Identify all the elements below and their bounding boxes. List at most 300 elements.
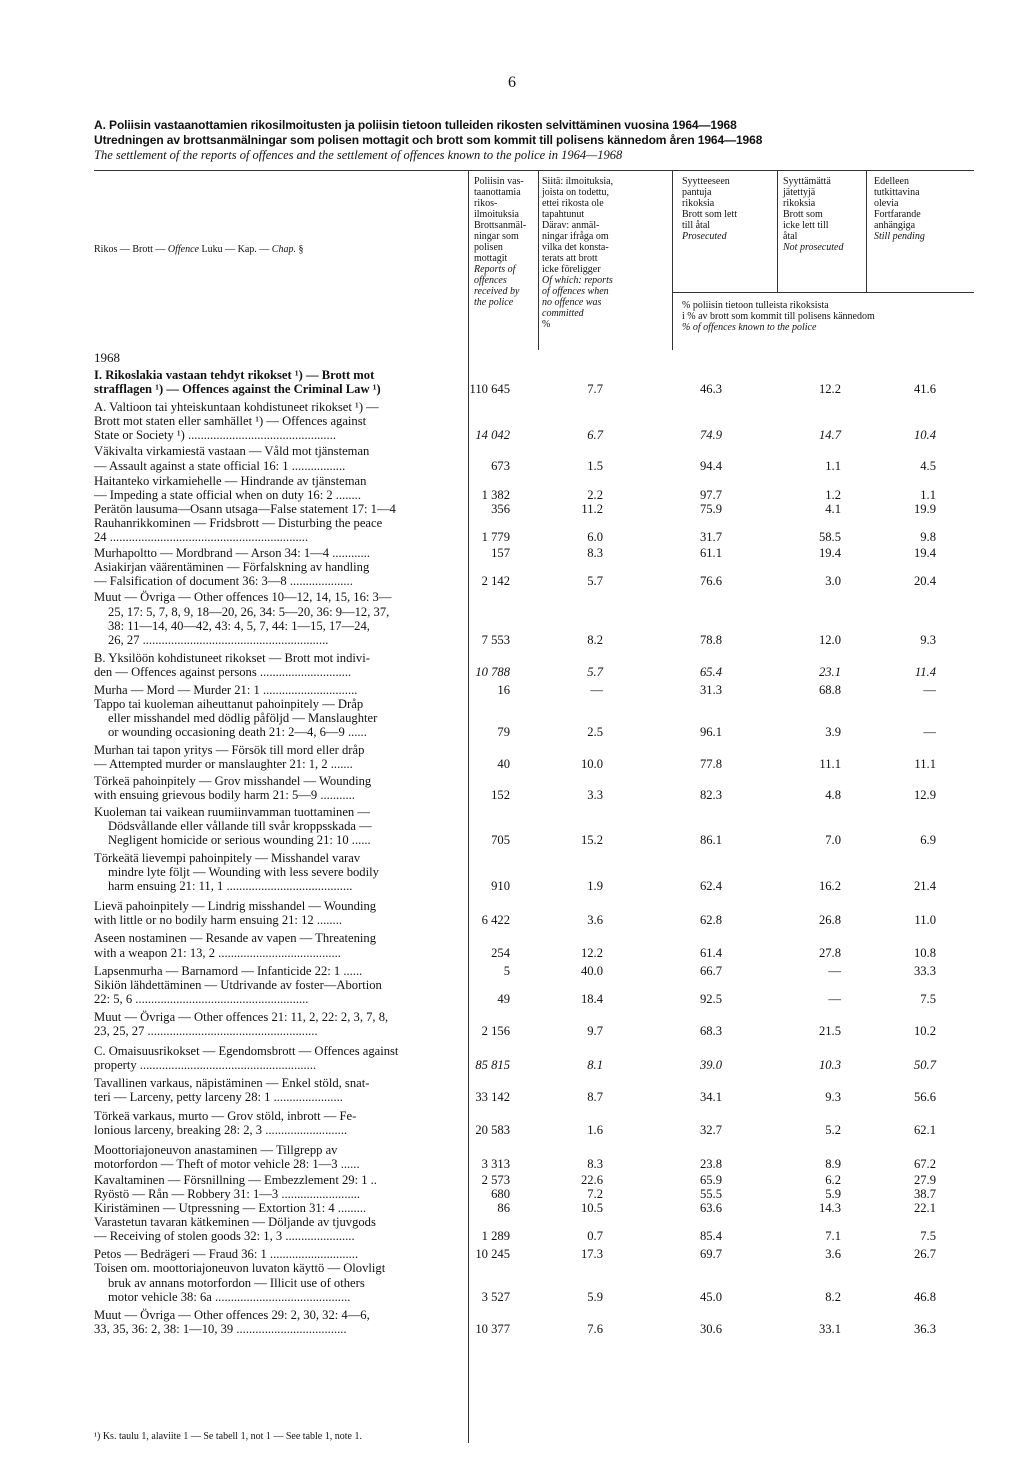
cell-value: 9.8 <box>920 530 936 545</box>
col-divider <box>538 170 539 350</box>
cell-value: 36.3 <box>913 1321 936 1336</box>
row-label-line: Toisen om. moottoriajoneuvon luvaton käyttö — Olovligt <box>94 1261 386 1276</box>
cell-value: 96.1 <box>699 725 722 740</box>
header-line: % poliisin tietoon tulleista rikoksista <box>682 300 829 311</box>
cell-value: 77.8 <box>699 757 722 772</box>
title-finnish: A. Poliisin vastaanottamien rikosilmoitusten ja poliisin tietoon tulleiden rikosten selvittäminen vuosina 1964—1968 <box>94 118 737 132</box>
cell-value: 7.1 <box>825 1229 841 1244</box>
cell-value: — <box>923 725 936 740</box>
row-label-line: Haitanteko virkamiehelle — Hindrande av tjänsteman <box>94 473 367 488</box>
table-row <box>94 651 974 679</box>
header-line: Brott som lett <box>682 209 737 220</box>
cell-value: 11.1 <box>819 757 841 772</box>
row-label-line: Murhan tai tapon yritys — Försök till mord eller dråp <box>94 743 365 758</box>
cell-value: 30.6 <box>699 1321 722 1336</box>
cell-value: 910 <box>491 879 510 894</box>
cell-value: 66.7 <box>699 963 722 978</box>
cell-value: 1.5 <box>587 458 603 473</box>
table-row <box>94 474 974 502</box>
header-not-prosecuted <box>783 176 865 253</box>
table-row <box>94 1044 974 1072</box>
row-label-line: Muut — Övriga — Other offences 21: 11, 2, 22: 2, 3, 7, 8, <box>94 1009 389 1024</box>
cell-value: 10.3 <box>818 1058 841 1073</box>
row-values <box>94 879 974 893</box>
cell-value: 7.5 <box>920 1229 936 1244</box>
row-values <box>94 1322 974 1336</box>
row-label-line: Lievä pahoinpitely — Lindrig misshandel — Wounding <box>94 899 377 914</box>
cell-value: 1 382 <box>481 487 510 502</box>
row-label-line: Tappo tai kuoleman aiheuttanut pahoinpitely — Dråp <box>94 697 364 712</box>
cell-value: 2 156 <box>481 1024 510 1039</box>
header-line: tapahtunut <box>542 209 585 220</box>
cell-value: 58.5 <box>818 530 841 545</box>
row-label-line: Muut — Övriga — Other offences 10—12, 14, 15, 16: 3— <box>94 590 392 605</box>
row-label-line: Aseen nostaminen — Resande av vapen — Threatening <box>94 931 376 946</box>
cell-value: 5.9 <box>587 1289 603 1304</box>
cell-value: 97.7 <box>699 487 722 502</box>
cell-value: 2 573 <box>481 1172 510 1187</box>
header-line: åtal <box>783 231 798 242</box>
header-line: ningar som <box>474 231 519 242</box>
row-values <box>94 546 974 560</box>
cell-value: 6 422 <box>481 913 510 928</box>
cell-value: 11.4 <box>914 664 936 679</box>
cell-value: 75.9 <box>699 501 722 516</box>
cell-value: 65.9 <box>699 1172 722 1187</box>
header-line: Not prosecuted <box>783 242 844 253</box>
table-row <box>94 1308 974 1336</box>
table-row <box>94 683 974 697</box>
cell-value: 9.3 <box>825 1090 841 1105</box>
table-row <box>94 697 974 739</box>
cell-value: 12.2 <box>818 382 841 397</box>
row-label-line: Törkeä varkaus, murto — Grov stöld, inbrott — Fe- <box>94 1108 357 1123</box>
cell-value: 1.1 <box>920 487 936 502</box>
cell-value: 4.1 <box>825 501 841 516</box>
cell-value: 3.6 <box>825 1247 841 1262</box>
row-label-line: property ........................................................ <box>94 1058 317 1073</box>
row-label-line: 26, 27 ........................................................... <box>108 632 329 647</box>
table-row <box>94 1173 974 1187</box>
cell-value: 7.6 <box>587 1321 603 1336</box>
header-line: polisen <box>474 242 503 253</box>
cell-value: 61.1 <box>699 546 722 561</box>
row-label-line: Moottoriajoneuvon anastaminen — Tillgrepp av <box>94 1142 338 1157</box>
row-label-line: or wounding occasioning death 21: 2—4, 6—9 ...... <box>108 725 367 740</box>
table-row <box>94 1187 974 1201</box>
cell-value: 10.4 <box>913 428 936 443</box>
cell-value: 46.8 <box>913 1289 936 1304</box>
cell-value: 8.1 <box>587 1058 603 1073</box>
cell-value: 16.2 <box>818 879 841 894</box>
cell-value: 9.3 <box>920 632 936 647</box>
cell-value: 10.5 <box>580 1201 603 1216</box>
row-label-line: Törkeä pahoinpitely — Grov misshandel — Wounding <box>94 773 372 788</box>
cell-value: 22.1 <box>913 1201 936 1216</box>
header-line: Prosecuted <box>682 231 727 242</box>
cell-value: 8.9 <box>825 1156 841 1171</box>
cell-value: 21.5 <box>818 1024 841 1039</box>
cell-value: 6.0 <box>587 530 603 545</box>
header-line: i % av brott som kommit till polisens kännedom <box>682 311 875 322</box>
row-label-line: Rauhanrikkominen — Fridsbrott — Disturbing the peace <box>94 515 383 530</box>
header-line: tutkittavina <box>874 187 920 198</box>
cell-value: 39.0 <box>699 1058 722 1073</box>
row-label-line: Murha — Mord — Murder 21: 1 .............................. <box>94 682 358 697</box>
row-values <box>94 1157 974 1171</box>
cell-value: 15.2 <box>580 832 603 847</box>
cell-value: 38.7 <box>913 1186 936 1201</box>
cell-value: 7.7 <box>587 382 603 397</box>
cell-value: 11.0 <box>914 913 936 928</box>
cell-value: 17.3 <box>580 1247 603 1262</box>
table-row <box>94 1109 974 1137</box>
cell-value: 680 <box>491 1186 510 1201</box>
cell-value: 46.3 <box>699 382 722 397</box>
row-label-line: strafflagen ¹) — Offences against the Criminal Law ¹) <box>94 382 381 397</box>
cell-value: 18.4 <box>580 991 603 1006</box>
table-row <box>94 964 974 978</box>
cell-value: 1 779 <box>481 530 510 545</box>
cell-value: 31.7 <box>699 530 722 545</box>
table-title <box>94 118 974 163</box>
header-line: Syytteeseen <box>682 176 730 187</box>
header-line: ilmoituksia <box>474 209 519 220</box>
row-values <box>94 1290 974 1304</box>
cell-value: 86.1 <box>699 832 722 847</box>
row-label-line: mindre lyte följt — Wounding with less severe bodily <box>108 865 379 880</box>
row-label-line: teri — Larceny, petty larceny 28: 1 ...................... <box>94 1090 343 1105</box>
cell-value: 10.8 <box>913 945 936 960</box>
row-label-line: Dödsvållande eller vållande till svår kroppsskada — <box>108 818 372 833</box>
row-label-line: Sikiön lähdettäminen — Utdrivande av foster—Abortion <box>94 977 382 992</box>
cell-value: 110 645 <box>469 382 510 397</box>
cell-value: 3.6 <box>587 913 603 928</box>
table-row <box>94 851 974 893</box>
row-label-line: Törkeätä lievempi pahoinpitely — Misshandel varav <box>94 851 361 865</box>
cell-value: 8.3 <box>587 546 603 561</box>
header-line: vilka det konsta- <box>542 242 609 253</box>
header-line: Fortfarande <box>874 209 921 220</box>
header-line: committed <box>542 308 584 319</box>
cell-value: 5.9 <box>825 1186 841 1201</box>
cell-value: 50.7 <box>913 1058 936 1073</box>
cell-value: 5 <box>503 963 510 978</box>
cell-value: 74.9 <box>699 428 722 443</box>
row-label-line: Väkivalta virkamiestä vastaan — Våld mot tjänsteman <box>94 444 370 459</box>
table-row <box>94 931 974 959</box>
row-values <box>94 1091 974 1105</box>
table-row <box>94 444 974 472</box>
cell-value: 5.7 <box>587 664 603 679</box>
cell-value: 4.5 <box>920 458 936 473</box>
table-row <box>94 1247 974 1261</box>
table-row <box>94 1143 974 1171</box>
row-label-line: Petos — Bedrägeri — Fraud 36: 1 ............................ <box>94 1247 359 1262</box>
cell-value: 7.0 <box>825 832 841 847</box>
cell-value: 19.4 <box>818 546 841 561</box>
row-values <box>94 502 974 516</box>
cell-value: 62.1 <box>913 1122 936 1137</box>
row-label-line: 33, 35, 36: 2, 38: 1—10, 39 ................................... <box>94 1321 347 1336</box>
cell-value: — <box>828 991 841 1006</box>
cell-value: 78.8 <box>699 632 722 647</box>
cell-value: 14.7 <box>818 428 841 443</box>
table-row <box>94 1201 974 1215</box>
header-line: mottagit <box>474 253 508 264</box>
row-label-line: 23, 25, 27 ...................................................... <box>94 1024 318 1039</box>
cell-value: 33 142 <box>475 1090 510 1105</box>
header-no-offence-committed <box>542 176 670 330</box>
table-body <box>94 368 974 1340</box>
cell-value: 10 788 <box>475 664 510 679</box>
stub-header <box>94 244 303 255</box>
row-label-line: — Falsification of document 36: 3—8 .................... <box>94 574 353 589</box>
cell-value: 68.8 <box>818 682 841 697</box>
span-rule <box>672 292 974 293</box>
row-values <box>94 758 974 772</box>
cell-value: 1 289 <box>481 1229 510 1244</box>
header-line: of offences when <box>542 286 609 297</box>
cell-value: 7.2 <box>587 1186 603 1201</box>
row-values <box>94 964 974 978</box>
table-row <box>94 743 974 771</box>
cell-value: 26.7 <box>913 1247 936 1262</box>
cell-value: 3 313 <box>481 1156 510 1171</box>
row-values <box>94 574 974 588</box>
table-row <box>94 368 974 396</box>
top-rule <box>94 170 974 171</box>
cell-value: 2.5 <box>587 725 603 740</box>
header-line: the police <box>474 297 514 308</box>
header-line: ettei rikosta ole <box>542 198 604 209</box>
cell-value: 55.5 <box>699 1186 722 1201</box>
cell-value: 76.6 <box>699 574 722 589</box>
table-row <box>94 1261 974 1303</box>
cell-value: 8.2 <box>587 632 603 647</box>
row-label-line: Negligent homicide or serious wounding 21: 10 ...... <box>108 832 371 847</box>
cell-value: 6.7 <box>587 428 603 443</box>
page-number: 6 <box>508 74 516 91</box>
header-prosecuted <box>682 176 776 242</box>
cell-value: 92.5 <box>699 991 722 1006</box>
row-values <box>94 1229 974 1243</box>
cell-value: 14.3 <box>818 1201 841 1216</box>
cell-value: 12.2 <box>580 945 603 960</box>
cell-value: 10.2 <box>913 1024 936 1039</box>
cell-value: — <box>923 682 936 697</box>
cell-value: 8.3 <box>587 1156 603 1171</box>
row-values <box>94 833 974 847</box>
cell-value: 62.8 <box>699 913 722 928</box>
header-line: Poliisin vas- <box>474 176 524 187</box>
cell-value: 1.6 <box>587 1122 603 1137</box>
cell-value: 11.1 <box>914 757 936 772</box>
row-label-line: A. Valtioon tai yhteiskuntaan kohdistuneet rikokset ¹) — <box>94 400 379 415</box>
cell-value: 254 <box>491 945 510 960</box>
cell-value: 61.4 <box>699 945 722 960</box>
table-row <box>94 590 974 646</box>
stub-line: Rikos — Brott — Offence <box>94 244 199 255</box>
cell-value: 9.7 <box>587 1024 603 1039</box>
row-values <box>94 1187 974 1201</box>
cell-value: 45.0 <box>699 1289 722 1304</box>
stub-line: § <box>298 244 304 255</box>
row-values <box>94 1058 974 1072</box>
row-label-line: 38: 11—14, 40—42, 43: 4, 5, 7, 44: 1—15, 17—24, <box>108 618 370 633</box>
row-label-line: Brott mot staten eller samhället ¹) — Offences against <box>94 414 367 429</box>
cell-value: 3.9 <box>825 725 841 740</box>
table-row <box>94 400 974 442</box>
row-label-line: State or Society ¹) ............................................... <box>94 428 336 443</box>
row-values <box>94 1123 974 1137</box>
table-row <box>94 546 974 560</box>
header-line: pantuja <box>682 187 712 198</box>
cell-value: 34.1 <box>699 1090 722 1105</box>
header-line: Brott som <box>783 209 823 220</box>
cell-value: 23.1 <box>818 664 841 679</box>
row-label-line: B. Yksilöön kohdistuneet rikokset — Brott mot indivi- <box>94 650 370 665</box>
cell-value: — <box>590 682 603 697</box>
header-line: received by <box>474 286 520 297</box>
cell-value: 63.6 <box>699 1201 722 1216</box>
cell-value: 27.8 <box>818 945 841 960</box>
cell-value: 6.9 <box>920 832 936 847</box>
row-label-line: Muut — Övriga — Other offences 29: 2, 30, 32: 4—6, <box>94 1307 370 1322</box>
cell-value: 65.4 <box>699 664 722 679</box>
cell-value: 94.4 <box>699 458 722 473</box>
row-values <box>94 946 974 960</box>
cell-value: 40 <box>497 757 510 772</box>
row-label-line: Varastetun tavaran kätkeminen — Döljande av tjuvgods <box>94 1215 376 1230</box>
footnote: ¹) Ks. taulu 1, alaviite 1 — Se tabell 1, not 1 — See table 1, note 1. <box>94 1431 362 1442</box>
row-label-line: — Receiving of stolen goods 32: 1, 3 ...................... <box>94 1229 355 1244</box>
cell-value: 10.0 <box>580 757 603 772</box>
cell-value: 19.4 <box>913 546 936 561</box>
col-divider <box>866 170 867 292</box>
table-row <box>94 502 974 516</box>
table-row <box>94 1076 974 1104</box>
cell-value: 26.8 <box>818 913 841 928</box>
cell-value: 79 <box>497 725 510 740</box>
cell-value: 69.7 <box>699 1247 722 1262</box>
cell-value: 10 245 <box>475 1247 510 1262</box>
table-row <box>94 978 974 1006</box>
header-line: offences <box>474 275 507 286</box>
header-line: till åtal <box>682 220 711 231</box>
row-values <box>94 1201 974 1215</box>
cell-value: 20 583 <box>475 1122 510 1137</box>
row-label-line: Lapsenmurha — Barnamord — Infanticide 22: 1 ...... <box>94 963 363 978</box>
header-line: taanottamia <box>474 187 521 198</box>
row-values <box>94 725 974 739</box>
cell-value: 2.2 <box>587 487 603 502</box>
row-label-line: harm ensuing 21: 11, 1 ........................................ <box>108 879 353 894</box>
cell-value: 2 142 <box>481 574 510 589</box>
row-values <box>94 382 974 396</box>
row-label-line: motor vehicle 38: 6a ........................................... <box>108 1289 351 1304</box>
row-label-line: Murhapoltto — Mordbrand — Arson 34: 1—4 ............ <box>94 546 370 561</box>
cell-value: — <box>828 963 841 978</box>
cell-value: 0.7 <box>587 1229 603 1244</box>
cell-value: 82.3 <box>699 787 722 802</box>
row-values <box>94 665 974 679</box>
row-label-line: 25, 17: 5, 7, 8, 9, 18—20, 26, 34: 5—20, 36: 9—12, 37, <box>108 604 390 619</box>
cell-value: 19.9 <box>913 501 936 516</box>
cell-value: 3.0 <box>825 574 841 589</box>
header-still-pending <box>874 176 972 242</box>
header-line: no offence was <box>542 297 602 308</box>
header-line: Still pending <box>874 231 925 242</box>
cell-value: 67.2 <box>913 1156 936 1171</box>
cell-value: 10 377 <box>475 1321 510 1336</box>
stub-line: Luku — Kap. — Chap. <box>201 244 296 255</box>
row-label-line: I. Rikoslakia vastaan tehdyt rikokset ¹) — Brott mot <box>94 368 375 382</box>
table-row <box>94 560 974 588</box>
row-label-line: with little or no bodily harm ensuing 21: 12 ........ <box>94 913 343 928</box>
header-line: % <box>542 319 551 330</box>
row-label-line: eller misshandel med dödlig påföljd — Manslaughter <box>108 711 378 726</box>
row-values <box>94 428 974 442</box>
table-row <box>94 516 974 544</box>
cell-value: 14 042 <box>475 428 510 443</box>
row-label-line: Perätön lausuma—Osann utsaga—False statement 17: 1—4 <box>94 501 396 516</box>
row-values <box>94 992 974 1006</box>
cell-value: 12.0 <box>818 632 841 647</box>
row-label-line: 22: 5, 6 ....................................................... <box>94 991 309 1006</box>
row-label-line: Kavaltaminen — Försnillning — Embezzlement 29: 1 .. <box>94 1172 377 1187</box>
cell-value: 33.1 <box>818 1321 841 1336</box>
cell-value: 16 <box>497 682 510 697</box>
cell-value: 5.7 <box>587 574 603 589</box>
header-line: jätettyjä <box>783 187 816 198</box>
col-divider <box>672 170 673 350</box>
cell-value: 22.6 <box>580 1172 603 1187</box>
cell-value: 6.2 <box>825 1172 841 1187</box>
row-values <box>94 683 974 697</box>
cell-value: 85.4 <box>699 1229 722 1244</box>
header-line: Of which: reports <box>542 275 613 286</box>
cell-value: 356 <box>491 501 510 516</box>
row-label-line: with a weapon 21: 13, 2 ....................................... <box>94 945 341 960</box>
table-row <box>94 805 974 847</box>
cell-value: 31.3 <box>699 682 722 697</box>
cell-value: 8.7 <box>587 1090 603 1105</box>
cell-value: 20.4 <box>913 574 936 589</box>
header-line: Brottsanmäl- <box>474 220 527 231</box>
header-percent-of-known <box>682 300 974 333</box>
header-line: Syyttämättä <box>783 176 831 187</box>
row-label-line: — Attempted murder or manslaughter 21: 1, 2 ....... <box>94 757 353 772</box>
header-line: anhängiga <box>874 220 916 231</box>
header-line: joista on todettu, <box>542 187 609 198</box>
row-label-line: 24 ............................................................... <box>94 530 309 545</box>
cell-value: 5.2 <box>825 1122 841 1137</box>
cell-value: 62.4 <box>699 879 722 894</box>
row-label-line: — Impeding a state official when on duty 16: 2 ........ <box>94 487 361 502</box>
cell-value: 8.2 <box>825 1289 841 1304</box>
header-line: % of offences known to the police <box>682 322 817 333</box>
cell-value: 12.9 <box>913 787 936 802</box>
cell-value: 85 815 <box>475 1058 510 1073</box>
row-label-line: den — Offences against persons ............................. <box>94 664 352 679</box>
cell-value: 673 <box>491 458 510 473</box>
title-swedish: Utredningen av brottsanmälningar som polisen mottagit och brott som kommit till polisens kännedom åren 1964—1968 <box>94 133 763 147</box>
row-values <box>94 633 974 647</box>
table-row <box>94 774 974 802</box>
row-label-line: Kuoleman tai vaikean ruumiinvamman tuottaminen — <box>94 804 370 819</box>
header-line: icke lett till <box>783 220 829 231</box>
